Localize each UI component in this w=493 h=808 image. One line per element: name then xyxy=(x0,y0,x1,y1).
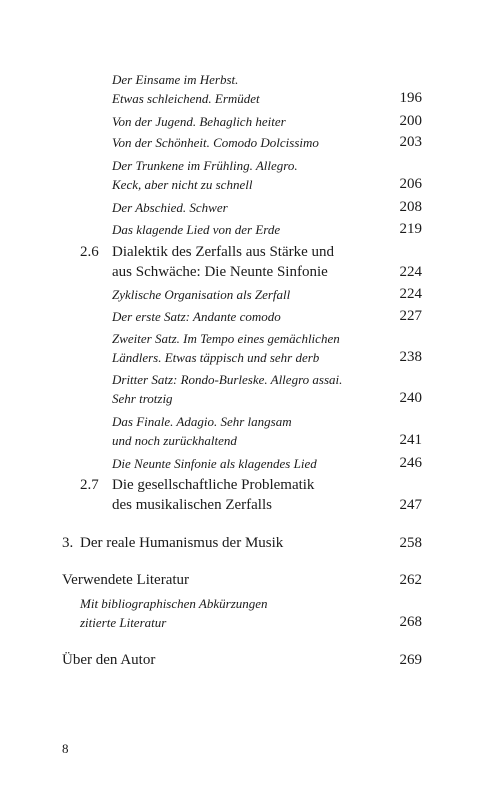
toc-page-number: 258 xyxy=(399,535,422,551)
toc-page-number: 227 xyxy=(399,308,422,324)
toc-page-number: 224 xyxy=(399,264,422,280)
toc-subentry-line: zitierte Literatur xyxy=(80,615,167,630)
toc-subentry-line: Der erste Satz: Andante comodo xyxy=(112,309,281,324)
toc-page-number: 200 xyxy=(399,113,422,129)
toc-page-number: 268 xyxy=(399,614,422,630)
toc-section-number: 2.6 xyxy=(80,244,99,260)
toc-subentry-line: Zyklische Organisation als Zerfall xyxy=(112,287,291,302)
toc-subentry-line: Zweiter Satz. Im Tempo eines gemächlichen xyxy=(112,331,340,346)
toc-subentry-line: Von der Jugend. Behaglich heiter xyxy=(112,114,286,129)
toc-page-number: 246 xyxy=(399,455,422,471)
toc-subentry-line: Der Trunkene im Frühling. Allegro. xyxy=(112,158,298,173)
toc-subentry-line: und noch zurückhaltend xyxy=(112,433,237,448)
toc-subentry-line: Der Einsame im Herbst. xyxy=(112,72,239,87)
toc-section-line: aus Schwäche: Die Neunte Sinfonie xyxy=(112,264,328,280)
toc-subentry-line: Etwas schleichend. Ermüdet xyxy=(112,91,260,106)
toc-page-number: 219 xyxy=(399,221,422,237)
toc-subentry-line: Das klagende Lied von der Erde xyxy=(112,222,281,237)
toc-page-number: 262 xyxy=(399,572,422,588)
toc-page-number: 206 xyxy=(399,176,422,192)
toc-page-number: 208 xyxy=(399,199,422,215)
toc-page-number: 240 xyxy=(399,390,422,406)
toc-subentry-line: Das Finale. Adagio. Sehr langsam xyxy=(112,414,292,429)
toc-chapter-line: Verwendete Literatur xyxy=(62,572,190,588)
toc-page-number: 247 xyxy=(399,497,422,513)
toc-subentry-line: Von der Schönheit. Comodo Dolcissimo xyxy=(112,135,319,150)
toc-subentry-line: Ländlers. Etwas täppisch und sehr derb xyxy=(112,350,320,365)
toc-page-number: 203 xyxy=(399,134,422,150)
toc-page-number: 196 xyxy=(399,90,422,106)
toc-page-number: 224 xyxy=(399,286,422,302)
page-folio: 8 xyxy=(62,741,69,756)
toc-subentry-line: Dritter Satz: Rondo-Burleske. Allegro assai. xyxy=(112,372,343,387)
toc-section-line: Die gesellschaftliche Problematik xyxy=(112,477,315,493)
toc-subentry-line: Die Neunte Sinfonie als klagendes Lied xyxy=(112,456,317,471)
toc-section-line: Dialektik des Zerfalls aus Stärke und xyxy=(112,244,335,260)
toc-subentry-line: Der Abschied. Schwer xyxy=(112,200,228,215)
toc-page-number: 238 xyxy=(399,349,422,365)
toc-section-number: 2.7 xyxy=(80,477,99,493)
toc-chapter-line: Der reale Humanismus der Musik xyxy=(80,535,284,551)
toc-page-number: 269 xyxy=(399,652,422,668)
toc-subentry-line: Keck, aber nicht zu schnell xyxy=(112,177,253,192)
toc-chapter-number: 3. xyxy=(62,535,74,551)
toc-subentry-line: Sehr trotzig xyxy=(112,391,173,406)
toc-subentry-line: Mit bibliographischen Abkürzungen xyxy=(80,596,268,611)
toc-page-number: 241 xyxy=(399,432,422,448)
toc-section-line: des musikalischen Zerfalls xyxy=(112,497,272,513)
toc-chapter-line: Über den Autor xyxy=(62,652,156,668)
